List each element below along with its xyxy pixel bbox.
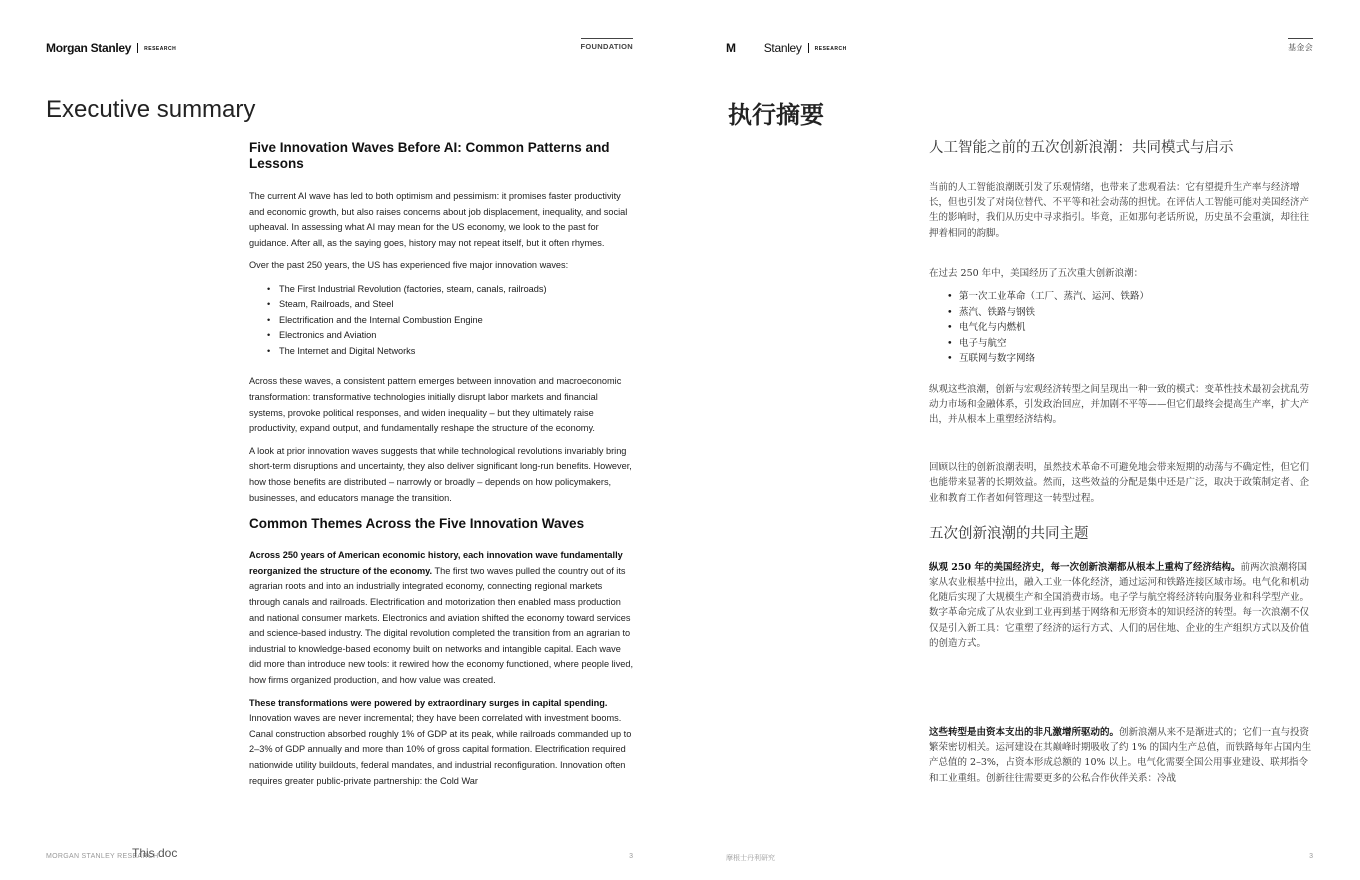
research-tag: RESEARCH [144, 46, 177, 52]
brand-header [46, 41, 176, 55]
paragraph-text: 创新浪潮从来不是渐进式的；它们一直与投资繁荣密切相关。运河建设在其巅峰时期吸收了约 1% 的国内生产总值，而铁路每年占国内生产总值的 2–3%，占资本形成总额的 10% 以上。电气化需要全国公用事业建设、联邦指令和工业重组。创新往往需要更多的公私合作伙伴关系：冷战 [929, 726, 1312, 784]
bold-lead: These transformations were powered by extraordinary surges in capital spending. [249, 697, 608, 708]
paragraph-lessons: A look at prior innovation waves suggests that while technological revolutions invariably bring short-term disruptions and uncertainty, they also deliver significant long-run benefits. However, how those benefits are distributed – narrowly or broadly – depends on how policymakers, businesses, and educators manage the transition. [249, 445, 632, 503]
list-item: • Electrification and the Internal Combustion Engine [267, 313, 635, 329]
bold-lead: Across 250 years of American economic history, each innovation wave fundamentally reorganized the structure of the economy. [249, 550, 623, 576]
list-item: • The First Industrial Revolution (factories, steam, canals, railroads) [267, 282, 635, 298]
list-item: • 蒸汽、铁路与钢铁 [947, 305, 1315, 321]
bold-lead: 这些转型是由资本支出的非凡激增所驱动的。 [929, 726, 1120, 738]
paragraph-text: Innovation waves are never incremental; they have been correlated with investment booms. Canal construction absorbed roughly 1% of GDP at its peak, while railroads commanded up to 2–3% of GDP annually and more than 10% of gross capital formation. Electrification required nationwide utility buildouts, federal mandates, and industrial reconfiguration. Innovation often requires greater public-private partnership: the Cold War [249, 713, 632, 786]
paragraph-pattern: 纵观这些浪潮，创新与宏观经济转型之间呈现出一种一致的模式：变革性技术最初会扰乱劳动力市场和金融体系，引发政治回应，并加剧不平等——但它们最终会提高生产率，扩大产出，并从根本上重塑经济结构。 [929, 383, 1310, 425]
page-title: Executive summary [46, 96, 256, 123]
waves-list [929, 289, 1315, 367]
paragraph-capital [929, 725, 1315, 786]
page-number: 3 [1309, 853, 1313, 860]
morgan-stanley-logo: M [726, 41, 736, 55]
paragraph-text: 前两次浪潮将国家从农业根基中拉出，融入工业一体化经济，通过运河和铁路连接区域市场。电气化和机动化随后实现了大规模生产和全国消费市场。电子学与航空将经济转向服务业和科学型产业。数字革命完成了从农业到工业再到基于网络和无形资本的知识经济的转型。每一次浪潮不仅仅是引入新工具：它重塑了经济的运行方式、人们的居住地、企业的生产组织方式以及价值的创造方式。 [929, 561, 1310, 649]
paragraph-waves-intro: Over the past 250 years, the US has experienced five major innovation waves: [249, 260, 569, 271]
paragraph-structure [929, 560, 1315, 651]
brand-divider [137, 43, 138, 53]
brand-header [726, 41, 847, 55]
list-item: • The Internet and Digital Networks [267, 344, 635, 360]
bold-lead: 纵观 250 年的美国经济史，每一次创新浪潮都从根本上重构了经济结构。 [929, 561, 1241, 573]
list-item: • 电气化与内燃机 [947, 320, 1315, 336]
footer-label: 摩根士丹利研究 [726, 854, 775, 862]
list-item: • 电子与航空 [947, 336, 1315, 352]
paragraph-intro: 当前的人工智能浪潮既引发了乐观情绪，也带来了悲观看法：它有望提升生产率与经济增长，但也引发了对岗位替代、不平等和社会动荡的担忧。在评估人工智能可能对美国经济产生的影响时，我们从历史中寻求指引。毕竟，正如那句老话所说，历史虽不会重演，却往往押着相同的韵脚。 [929, 182, 1310, 239]
list-item: • 互联网与数字网络 [947, 351, 1315, 367]
section-tag: 基金会 [1288, 38, 1313, 53]
chinese-page [680, 0, 1360, 880]
list-item: • Electronics and Aviation [267, 328, 635, 344]
list-item: • 第一次工业革命（工厂、蒸汽、运河、铁路） [947, 289, 1315, 305]
paragraph-text: The first two waves pulled the country out of its agrarian roots and into an industrially integrated economy, connecting regional markets through canals and railroads. Electrification and motorization then enabled mass production and national consumer markets. Electronics and aviation shifted the economy toward services and science-based industry. The digital revolution completed the transition from an agrarian to industrial to knowledge-based economy built on networks and intangible capital. Each wave did more than introduce new tools: it rewired how the economy functioned, where people lived, how firms organized production, and how value was created. [249, 565, 634, 685]
content-column [249, 140, 635, 789]
paragraph-lessons: 回顾以往的创新浪潮表明，虽然技术革命不可避免地会带来短期的动荡与不确定性，但它们也能带来显著的长期效益。然而，这些效益的分配是集中还是广泛，取决于政策制定者、企业和教育工作者如何管理这一转型过程。 [929, 462, 1310, 504]
heading-common-themes: Common Themes Across the Five Innovation Waves [249, 516, 585, 532]
footer-overlay-text: This doc [132, 846, 178, 860]
section-tag: FOUNDATION [581, 38, 633, 51]
paragraph-capital [249, 696, 635, 790]
brand-stanley: Stanley [763, 41, 802, 55]
morgan-stanley-logo: Morgan Stanley [46, 41, 132, 55]
brand-divider [808, 43, 809, 53]
paragraph-pattern: Across these waves, a consistent pattern emerges between innovation and macroeconomic transformation: transformative technologies initially disrupt labor markets and financial systems, provoke political responses, and widen inequality – but they ultimately raise productivity, expand output, and fundamentally reshape the structure of the economy. [249, 376, 622, 434]
list-item: • Steam, Railroads, and Steel [267, 297, 635, 313]
paragraph-structure [249, 548, 635, 688]
paragraph-intro: The current AI wave has led to both optimism and pessimism: it promises faster productivity and economic growth, but also raises concerns about job displacement, inequality, and social upheaval. In assessing what AI may mean for the US economy, we look to the past for guidance. After all, as the saying goes, history may not repeat itself, but it often rhymes. [249, 191, 628, 248]
waves-list [249, 282, 635, 360]
heading-five-waves: Five Innovation Waves Before AI: Common Patterns and Lessons [249, 140, 610, 171]
content-column [929, 139, 1315, 786]
footer-label: MORGAN STANLEY RESEARCH [46, 853, 159, 860]
paragraph-waves-intro: 在过去 250 年中，美国经历了五次重大创新浪潮： [929, 267, 1144, 279]
heading-common-themes: 五次创新浪潮的共同主题 [929, 525, 1089, 542]
research-tag: RESEARCH [814, 46, 847, 52]
heading-five-waves: 人工智能之前的五次创新浪潮：共同模式与启示 [929, 140, 1234, 156]
page-number: 3 [629, 853, 633, 860]
page-title: 执行摘要 [728, 100, 824, 129]
